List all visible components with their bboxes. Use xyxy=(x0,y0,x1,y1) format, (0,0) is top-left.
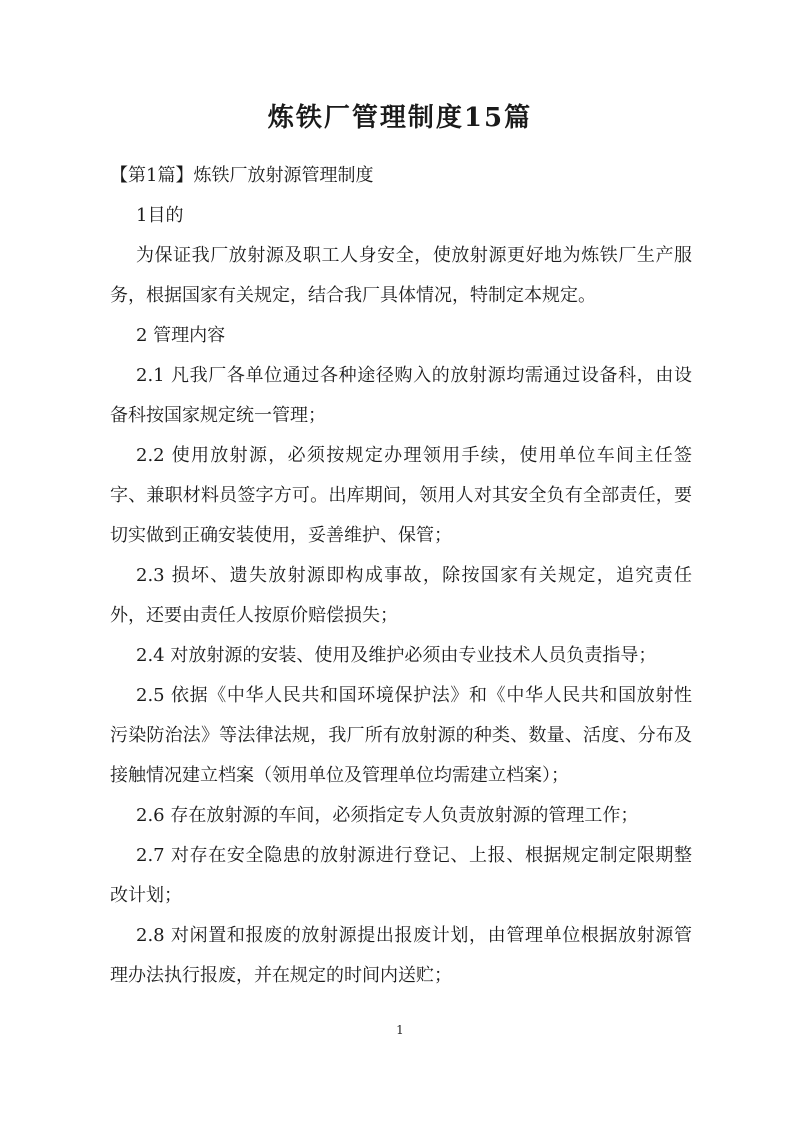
paragraph-2-4: 2.4 对放射源的安装、使用及维护必须由专业技术人员负责指导； xyxy=(136,645,657,666)
paragraph-2-2: 2.2 使用放射源，必须按规定办理领用手续，使用单位车间主任签字、兼职材料员签字方可。出库期间，领用人对其安全负有全部责任，要切实做到正确安装使用，妥善维护、保管； xyxy=(110,445,692,546)
section-heading: 【第1篇】炼铁厂放射源管理制度 xyxy=(110,165,374,186)
paragraph-2-5: 2.5 依据《中华人民共和国环境保护法》和《中华人民共和国放射性污染防治法》等法律法规，我厂所有放射源的种类、数量、活度、分布及接触情况建立档案（领用单位及管理单位均需建立档案）； xyxy=(110,685,692,786)
document-body xyxy=(110,156,692,996)
document-title: 炼铁厂管理制度15篇 xyxy=(267,103,533,133)
paragraph-2-8: 2.8 对闲置和报废的放射源提出报废计划，由管理单位根据放射源管理办法执行报废，并在规定的时间内送贮； xyxy=(110,925,692,986)
paragraph-2-1: 2.1 凡我厂各单位通过各种途径购入的放射源均需通过设备科，由设备科按国家规定统一管理； xyxy=(110,365,692,426)
paragraph-purpose-heading: 1目的 xyxy=(136,205,184,226)
paragraph-2-6: 2.6 存在放射源的车间，必须指定专人负责放射源的管理工作； xyxy=(136,805,639,826)
paragraph-purpose: 为保证我厂放射源及职工人身安全，使放射源更好地为炼铁厂生产服务，根据国家有关规定，结合我厂具体情况，特制定本规定。 xyxy=(110,245,692,306)
paragraph-management-heading: 2 管理内容 xyxy=(136,325,226,346)
paragraph-2-7: 2.7 对存在安全隐患的放射源进行登记、上报、根据规定制定限期整改计划； xyxy=(110,845,692,906)
paragraph-2-3: 2.3 损坏、遗失放射源即构成事故，除按国家有关规定，追究责任外，还要由责任人按原价赔偿损失； xyxy=(110,565,692,626)
page-number: 1 xyxy=(396,1023,404,1037)
